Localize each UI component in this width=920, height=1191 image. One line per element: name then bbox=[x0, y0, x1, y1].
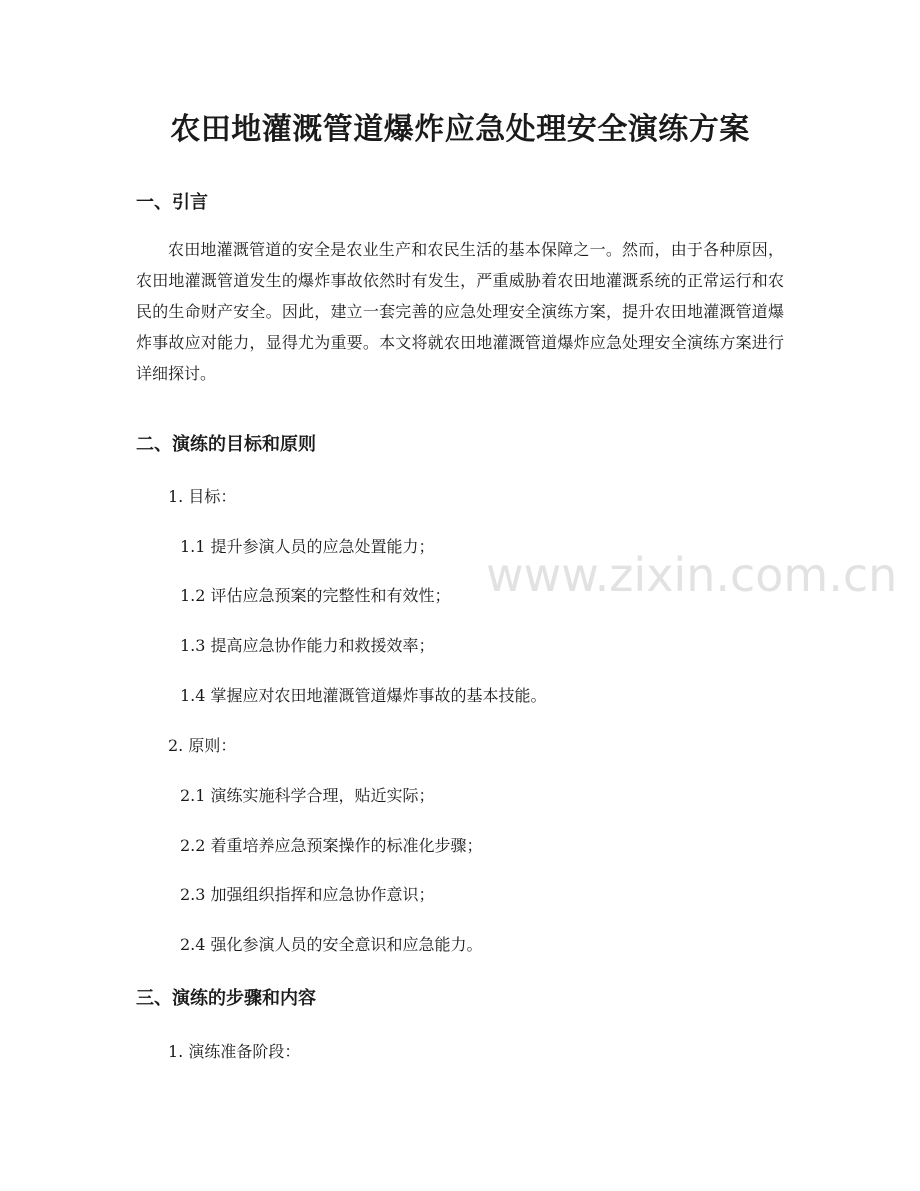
principle-item-2-3: 2.3 加强组织指挥和应急协作意识； bbox=[180, 885, 435, 904]
section-heading-goals-principles: 二、演练的目标和原则 bbox=[136, 434, 316, 455]
watermark-text: www.zixin.com.cn bbox=[486, 548, 898, 602]
preparation-stage-label: 1. 演练准备阶段： bbox=[168, 1042, 301, 1061]
principle-item-2-4: 2.4 强化参演人员的安全意识和应急能力。 bbox=[180, 935, 483, 954]
goals-label: 1. 目标： bbox=[168, 487, 237, 506]
goal-item-1-1: 1.1 提升参演人员的应急处置能力； bbox=[180, 537, 435, 556]
section-heading-introduction: 一、引言 bbox=[136, 192, 208, 213]
principles-label: 2. 原则： bbox=[168, 736, 237, 755]
document-title: 农田地灌溉管道爆炸应急处理安全演练方案 bbox=[170, 112, 750, 147]
principle-item-2-1: 2.1 演练实施科学合理，贴近实际； bbox=[180, 786, 435, 805]
goal-item-1-3: 1.3 提高应急协作能力和救援效率； bbox=[180, 636, 435, 655]
principle-item-2-2: 2.2 着重培养应急预案操作的标准化步骤； bbox=[180, 836, 483, 855]
goal-item-1-4: 1.4 掌握应对农田地灌溉管道爆炸事故的基本技能。 bbox=[180, 686, 547, 705]
section-heading-steps-content: 三、演练的步骤和内容 bbox=[136, 988, 316, 1009]
introduction-paragraph: 农田地灌溉管道的安全是农业生产和农民生活的基本保障之一。然而，由于各种原因，农田地灌溉管道发生的爆炸事故依然时有发生，严重威胁着农田地灌溉系统的正常运行和农民的生命财产安全。因此，建立一套完善的应急处理安全演练方案，提升农田地灌溉管道爆炸事故应对能力，显得尤为重要。本文将就农田地灌溉管道爆炸应急处理安全演练方案进行详细探讨。 bbox=[136, 240, 784, 383]
goal-item-1-2: 1.2 评估应急预案的完整性和有效性； bbox=[180, 586, 451, 605]
